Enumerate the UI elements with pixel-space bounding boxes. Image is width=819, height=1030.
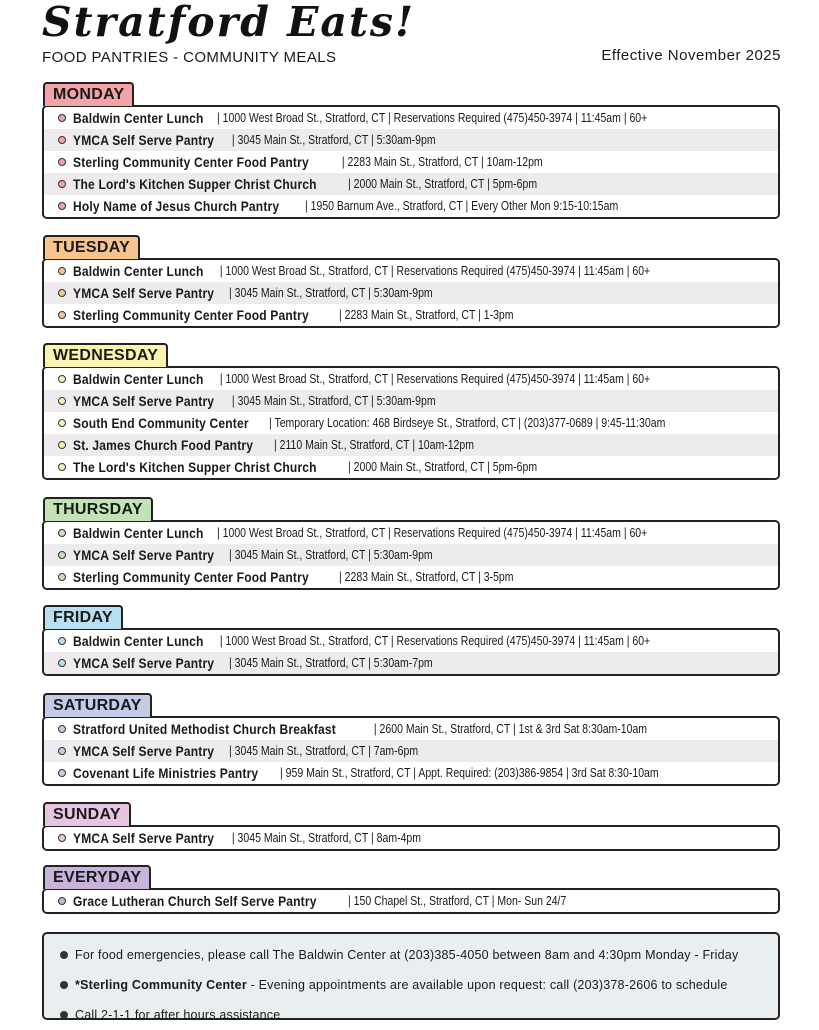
list-item xyxy=(44,390,778,412)
entry-list xyxy=(42,105,780,219)
bullet-icon xyxy=(58,158,66,166)
day-label: FRIDAY xyxy=(43,605,123,629)
bullet-icon xyxy=(60,1011,68,1019)
entry-name: Baldwin Center Lunch xyxy=(73,633,204,649)
entry-name: YMCA Self Serve Pantry xyxy=(73,132,215,148)
entry-list xyxy=(42,888,780,914)
list-item xyxy=(44,762,778,784)
list-item xyxy=(44,566,778,588)
list-item xyxy=(44,195,778,217)
entry-name: Sterling Community Center Food Pantry xyxy=(73,569,309,585)
entry-details: | 2283 Main St., Stratford, CT | 3-5pm xyxy=(339,570,514,584)
note-emergency xyxy=(60,940,778,970)
entry-details: | 2000 Main St., Stratford, CT | 5pm-6pm xyxy=(348,177,538,191)
day-label: WEDNESDAY xyxy=(43,343,168,367)
day-label: TUESDAY xyxy=(43,235,140,259)
entry-details: | 959 Main St., Stratford, CT | Appt. Required: (203)386-9854 | 3rd Sat 8:30-10am xyxy=(280,766,660,780)
bullet-icon xyxy=(58,834,66,842)
entry-name: YMCA Self Serve Pantry xyxy=(73,655,215,671)
entry-details: | 2283 Main St., Stratford, CT | 1-3pm xyxy=(339,308,514,322)
list-item xyxy=(44,260,778,282)
list-item xyxy=(44,890,778,912)
entry-name: Covenant Life Ministries Pantry xyxy=(73,765,259,781)
bullet-icon xyxy=(58,289,66,297)
list-item xyxy=(44,434,778,456)
list-item xyxy=(44,107,778,129)
bullet-icon xyxy=(58,180,66,188)
entry-list xyxy=(42,716,780,786)
entry-details: | 2110 Main St., Stratford, CT | 10am-12pm xyxy=(274,438,475,452)
list-item xyxy=(44,412,778,434)
bullet-icon xyxy=(58,397,66,405)
page-subtitle: FOOD PANTRIES - COMMUNITY MEALS xyxy=(42,49,337,66)
entry-name: Baldwin Center Lunch xyxy=(73,371,204,387)
entry-details: | 3045 Main St., Stratford, CT | 5:30am-9pm xyxy=(229,286,433,300)
bullet-icon xyxy=(58,114,66,122)
day-section-monday xyxy=(42,82,780,219)
entry-name: Baldwin Center Lunch xyxy=(73,110,204,126)
day-label: THURSDAY xyxy=(43,497,153,521)
note-text: Call 2-1-1 for after hours assistance xyxy=(75,1008,281,1022)
entry-details: | 1000 West Broad St., Stratford, CT | Reservations Required (475)450-3974 | 11:45am | 60+ xyxy=(216,526,648,540)
day-section-thursday xyxy=(42,497,780,590)
list-item xyxy=(44,544,778,566)
entry-name: The Lord's Kitchen Supper Christ Church xyxy=(73,459,317,475)
entry-details: | 1000 West Broad St., Stratford, CT | Reservations Required (475)450-3974 | 11:45am | 60+ xyxy=(216,372,650,386)
entry-name: The Lord's Kitchen Supper Christ Church xyxy=(73,176,317,192)
note-text: For food emergencies, please call The Baldwin Center at (203)385-4050 between 8am and 4:30pm Monday - Friday xyxy=(75,948,739,962)
effective-date: Effective November 2025 xyxy=(601,47,781,64)
day-label: MONDAY xyxy=(43,82,134,106)
bullet-icon xyxy=(58,747,66,755)
entry-details: | 1000 West Broad St., Stratford, CT | Reservations Required (475)450-3974 | 11:45am | 60+ xyxy=(216,111,648,125)
list-item xyxy=(44,173,778,195)
list-item xyxy=(44,740,778,762)
bullet-icon xyxy=(58,267,66,275)
note-sterling xyxy=(60,970,778,1000)
list-item xyxy=(44,652,778,674)
list-item xyxy=(44,630,778,652)
day-label: EVERYDAY xyxy=(43,865,151,889)
entry-name: YMCA Self Serve Pantry xyxy=(73,393,215,409)
bullet-icon xyxy=(58,375,66,383)
day-section-tuesday xyxy=(42,235,780,328)
entry-details: | 3045 Main St., Stratford, CT | 5:30am-9pm xyxy=(229,394,436,408)
bullet-icon xyxy=(58,419,66,427)
bullet-icon xyxy=(58,551,66,559)
list-item xyxy=(44,304,778,326)
bullet-icon xyxy=(58,311,66,319)
list-item xyxy=(44,827,778,849)
entry-name: South End Community Center xyxy=(73,415,249,431)
bullet-icon xyxy=(58,769,66,777)
entry-list xyxy=(42,628,780,676)
bullet-icon xyxy=(58,529,66,537)
list-item xyxy=(44,368,778,390)
note-text: - Evening appointments are available upon request: call (203)378-2606 to schedule xyxy=(246,978,728,992)
entry-details: | 2600 Main St., Stratford, CT | 1st & 3rd Sat 8:30am-10am xyxy=(370,722,647,736)
list-item xyxy=(44,282,778,304)
entry-list xyxy=(42,825,780,851)
list-item xyxy=(44,718,778,740)
entry-details: | 3045 Main St., Stratford, CT | 8am-4pm xyxy=(229,831,422,845)
bullet-icon xyxy=(58,659,66,667)
entry-name: YMCA Self Serve Pantry xyxy=(73,547,215,563)
entry-name: YMCA Self Serve Pantry xyxy=(73,285,215,301)
entry-name: YMCA Self Serve Pantry xyxy=(73,743,215,759)
day-label: SATURDAY xyxy=(43,693,152,717)
entry-name: St. James Church Food Pantry xyxy=(73,437,254,453)
entry-name: Sterling Community Center Food Pantry xyxy=(73,154,309,170)
bullet-icon xyxy=(58,725,66,733)
bullet-icon xyxy=(60,951,68,959)
day-section-sunday xyxy=(42,802,780,851)
day-section-everyday xyxy=(42,865,780,914)
entry-details: | 1000 West Broad St., Stratford, CT | Reservations Required (475)450-3974 | 11:45am | 60+ xyxy=(216,634,650,648)
entry-name: Stratford United Methodist Church Breakfast xyxy=(73,721,336,737)
entry-details: | 2283 Main St., Stratford, CT | 10am-12pm xyxy=(339,155,543,169)
day-section-friday xyxy=(42,605,780,676)
entry-name: YMCA Self Serve Pantry xyxy=(73,830,215,846)
entry-details: | 2000 Main St., Stratford, CT | 5pm-6pm xyxy=(348,460,538,474)
entry-details: | 3045 Main St., Stratford, CT | 5:30am-9pm xyxy=(229,548,433,562)
entry-name: Sterling Community Center Food Pantry xyxy=(73,307,309,323)
day-section-wednesday xyxy=(42,343,780,480)
list-item xyxy=(44,522,778,544)
day-section-saturday xyxy=(42,693,780,786)
notes-box xyxy=(42,932,780,1020)
entry-list xyxy=(42,366,780,480)
entry-details: | 3045 Main St., Stratford, CT | 5:30am-7pm xyxy=(229,656,433,670)
entry-details: | 1000 West Broad St., Stratford, CT | Reservations Required (475)450-3974 | 11:45am | 60+ xyxy=(216,264,650,278)
entry-details: | Temporary Location: 468 Birdseye St., Stratford, CT | (203)377-0689 | 9:45-11:30am xyxy=(269,416,666,430)
bullet-icon xyxy=(58,441,66,449)
list-item xyxy=(44,456,778,478)
entry-list xyxy=(42,520,780,590)
entry-details: | 150 Chapel St., Stratford, CT | Mon- Sun 24/7 xyxy=(348,894,567,908)
list-item xyxy=(44,151,778,173)
bullet-icon xyxy=(58,637,66,645)
bullet-icon xyxy=(58,463,66,471)
entry-details: | 3045 Main St., Stratford, CT | 7am-6pm xyxy=(229,744,419,758)
entry-details: | 3045 Main St., Stratford, CT | 5:30am-9pm xyxy=(229,133,436,147)
list-item xyxy=(44,129,778,151)
note-after-hours xyxy=(60,1000,778,1030)
entry-name: Baldwin Center Lunch xyxy=(73,263,204,279)
page-title: Stratford Eats! xyxy=(42,0,416,46)
bullet-icon xyxy=(58,573,66,581)
entry-name: Holy Name of Jesus Church Pantry xyxy=(73,198,280,214)
bullet-icon xyxy=(60,981,68,989)
bullet-icon xyxy=(58,897,66,905)
bullet-icon xyxy=(58,202,66,210)
day-label: SUNDAY xyxy=(43,802,131,826)
entry-details: | 1950 Barnum Ave., Stratford, CT | Every Other Mon 9:15-10:15am xyxy=(304,199,619,213)
bullet-icon xyxy=(58,136,66,144)
entry-name: Baldwin Center Lunch xyxy=(73,525,204,541)
entry-name: Grace Lutheran Church Self Serve Pantry xyxy=(73,893,317,909)
note-bold-text: *Sterling Community Center xyxy=(75,978,247,992)
entry-list xyxy=(42,258,780,328)
